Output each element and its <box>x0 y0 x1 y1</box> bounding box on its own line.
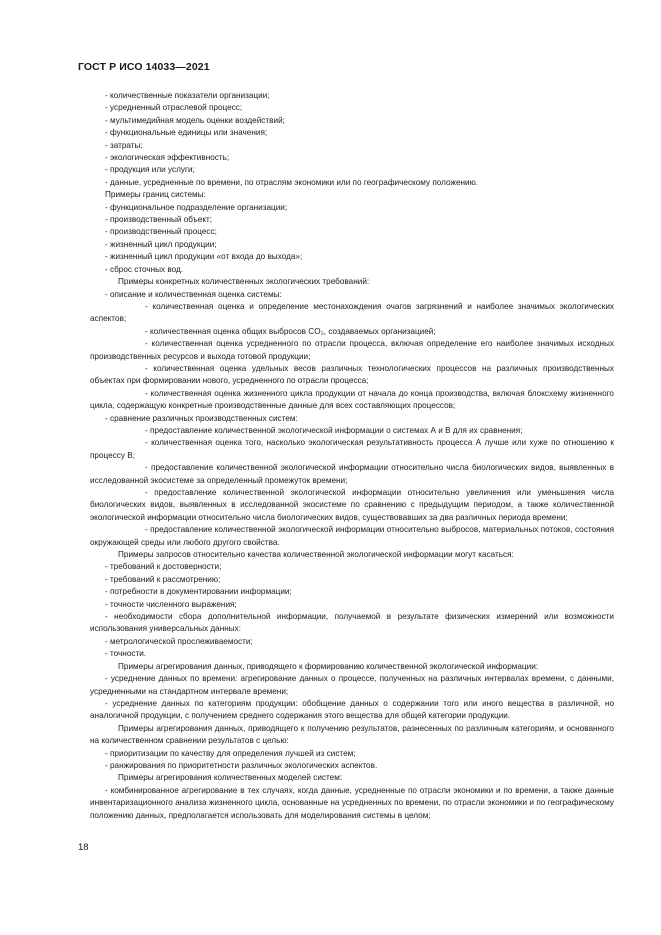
paragraph: Примеры границ системы: <box>105 190 206 200</box>
paragraph: - комбинированное агрегирование в тех случаях, когда данные, усредненные по отрасли экономики и по времени, а также данные инвентаризационного анализа жизненного цикла, основанные на усредненных по времени, по отрасли экономики и по географическому положению данных, предполагается использовать для моделирования системы в целом; <box>90 785 614 820</box>
document-body <box>90 90 614 822</box>
paragraph: - приоритизации по качеству для определения лучшей из систем; <box>105 748 356 758</box>
paragraph: - функциональное подразделение организации; <box>105 202 288 212</box>
paragraph: - предоставление количественной экологической информации относительно увеличения или уменьшения числа биологических видов, выявленных в исследованной экосистеме по сравнению с предыдущим периодом, а также количественной экологической информации относительно числа биологических видов, существовавших за два различных периода времени; <box>90 488 614 522</box>
paragraph: Примеры агрегирования данных, приводящего к получению результатов, разнесенных по различным категориям, и основанного на количественном сравнении результатов с целью: <box>90 723 614 746</box>
paragraph: Примеры агрегирования данных, приводящего к формированию количественной экологической информации: <box>118 661 539 671</box>
paragraph: - количественная оценка общих выбросов CO₂, создаваемых организацией; <box>145 326 436 336</box>
paragraph: - описание и количественная оценка системы: <box>105 289 282 299</box>
paragraph: - затраты; <box>105 140 143 150</box>
paragraph: - количественная оценка жизненного цикла продукции от начала до конца производства, включая блоксхему жизненного цикла, содержащую конкретные производственные данные для всех составляющих процессов; <box>90 388 614 411</box>
page-number: 18 <box>78 842 89 853</box>
paragraph: - количественная оценка усредненного по отрасли процесса, включая определение его наиболее значимых исходных производственных ресурсов и выхода готовой продукции; <box>90 339 614 361</box>
paragraph: - предоставление количественной экологической информации относительно выбросов, материальных потоков, состояния окружающей среды или любого другого свойства. <box>90 525 614 547</box>
paragraph: - данные, усредненные по времени, по отраслям экономики или по географическому положению. <box>105 177 479 187</box>
page-header: ГОСТ Р ИСО 14033—2021 <box>78 61 210 73</box>
paragraph: - сброс сточных вод. <box>105 264 184 274</box>
paragraph: - усредненный отраслевой процесс; <box>105 103 243 113</box>
paragraph: - производственный объект; <box>105 215 213 225</box>
paragraph: Примеры конкретных количественных экологических требований: <box>118 277 370 287</box>
paragraph: - количественная оценка удельных весов различных технологических процессов на различных производственных объектах при формировании нового, усредненного по отрасли процесса; <box>90 363 614 386</box>
paragraph: - количественная оценка и определение местонахождения очагов загрязнений и наиболее значимых экологических аспектов; <box>90 301 614 324</box>
paragraph: - предоставление количественной экологической информации о системах А и В для их сравнения; <box>145 425 523 435</box>
paragraph: - продукция или услуги; <box>105 165 195 175</box>
paragraph: - требований к рассмотрению; <box>105 574 221 584</box>
paragraph: - точности численного выражения; <box>105 599 237 609</box>
paragraph: - мультимедийная модель оценки воздействий; <box>105 115 285 125</box>
paragraph: Примеры запросов относительно качества количественной экологической информации могут касаться: <box>118 550 514 560</box>
paragraph: Примеры агрегирования количественных моделей систем: <box>118 773 343 783</box>
paragraph: - точности. <box>105 649 147 659</box>
paragraph: - усреднение данных по времени: агрегирование данных о процессе, полученных на различных интервалах времени, с данными, усредненными на стандартном интервале времени; <box>90 674 614 696</box>
paragraph: - усреднение данных по категориям продукции: обобщение данных о содержании того или иного вещества в различной, но аналогичной продукции, с получением среднего содержания этого вещества для общей категории продукции. <box>90 698 614 721</box>
paragraph: - метрологической прослеживаемости; <box>105 636 253 646</box>
paragraph: - предоставление количественной экологической информации относительно числа биологических видов, выявленных в исследованной экосистеме за определенный промежуток времени; <box>90 463 614 485</box>
paragraph: - ранжирования по приоритетности различных экологических аспектов. <box>105 760 378 770</box>
paragraph: - потребности в документировании информации; <box>105 587 292 597</box>
paragraph: - требований к достоверности; <box>105 562 222 572</box>
paragraph: - количественная оценка того, насколько экологическая результативность процесса А лучше или хуже по отношению к процессу В; <box>90 438 614 460</box>
paragraph: - функциональные единицы или значения; <box>105 128 268 138</box>
paragraph: - экологическая эффективность; <box>105 153 230 163</box>
paragraph: - количественные показатели организации; <box>105 91 270 100</box>
paragraph: - сравнение различных производственных систем: <box>105 413 298 423</box>
paragraph: - необходимости сбора дополнительной информации, получаемой в результате физических измерений или возможности использования универсальных данных: <box>90 612 614 634</box>
paragraph: - жизненный цикл продукции «от входа до выхода»; <box>105 252 303 262</box>
paragraph: - производственный процесс; <box>105 227 217 237</box>
paragraph: - жизненный цикл продукции; <box>105 239 217 249</box>
